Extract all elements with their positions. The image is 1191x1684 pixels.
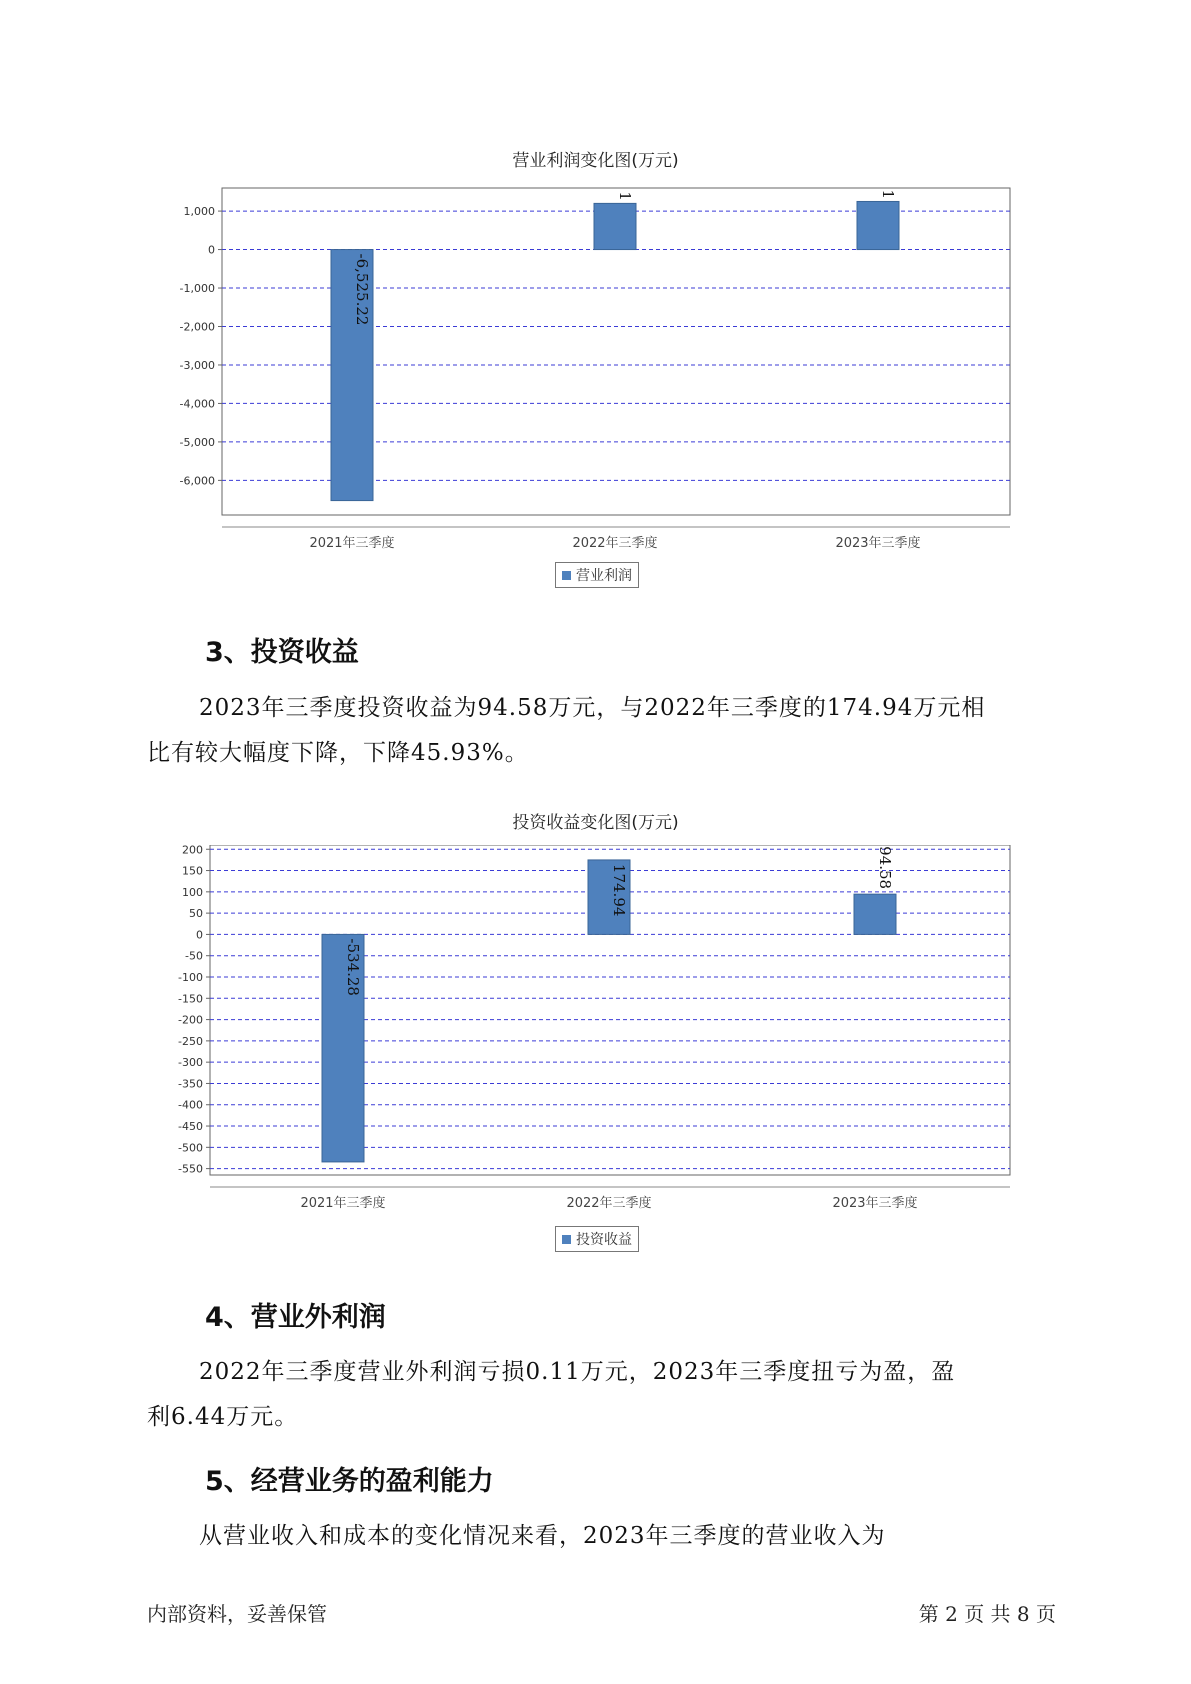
y-tick-label: -5,000 bbox=[179, 435, 215, 449]
section-5-heading: 5、经营业务的盈利能力 bbox=[205, 1466, 494, 1497]
legend-swatch-icon bbox=[562, 571, 571, 580]
section-3-paragraph bbox=[147, 686, 1062, 776]
y-tick-label: -150 bbox=[178, 992, 203, 1006]
investment-income-chart bbox=[0, 845, 1191, 1225]
legend-swatch-icon bbox=[562, 1235, 571, 1244]
y-tick-label: -400 bbox=[178, 1098, 203, 1112]
section-3-line-1: 2023年三季度投资收益为94.58万元，与2022年三季度的174.94万元相 bbox=[199, 695, 986, 721]
legend-label: 投资收益 bbox=[576, 1232, 632, 1248]
y-tick-label: 150 bbox=[182, 864, 203, 878]
data-label: 174.94 bbox=[610, 863, 628, 917]
y-tick-label: 100 bbox=[182, 885, 203, 899]
data-label: -6,525.22 bbox=[353, 253, 371, 326]
section-4-paragraph bbox=[147, 1350, 1062, 1440]
bar bbox=[857, 201, 899, 249]
section-3-heading: 3、投资收益 bbox=[205, 637, 359, 668]
data-label: 1 bbox=[616, 191, 634, 201]
y-tick-label: -200 bbox=[178, 1013, 203, 1027]
investment-income-legend bbox=[555, 1226, 639, 1252]
y-tick-label: -2,000 bbox=[179, 320, 215, 334]
y-tick-label: 50 bbox=[189, 907, 203, 921]
section-3-line-2: 比有较大幅度下降，下降45.93%。 bbox=[147, 740, 529, 766]
y-tick-label: -250 bbox=[178, 1034, 203, 1048]
section-4-line-1: 2022年三季度营业外利润亏损0.11万元，2023年三季度扭亏为盈，盈 bbox=[199, 1359, 956, 1385]
y-tick-label: 0 bbox=[208, 243, 215, 257]
y-tick-label: -550 bbox=[178, 1162, 203, 1176]
category-label: 2023年三季度 bbox=[832, 1196, 918, 1211]
section-5-paragraph bbox=[147, 1514, 1062, 1559]
footer-page-number: 第 2 页 共 8 页 bbox=[918, 1602, 1056, 1626]
y-tick-label: -6,000 bbox=[179, 474, 215, 488]
section-4-line-2: 利6.44万元。 bbox=[147, 1404, 299, 1430]
operating-profit-chart bbox=[0, 180, 1191, 560]
data-label: 1 bbox=[879, 189, 897, 200]
bar bbox=[854, 894, 896, 934]
operating-profit-legend bbox=[555, 562, 639, 588]
category-label: 2022年三季度 bbox=[566, 1196, 652, 1211]
bar bbox=[594, 203, 636, 249]
footer-left: 内部资料，妥善保管 bbox=[147, 1602, 327, 1626]
y-tick-label: -500 bbox=[178, 1141, 203, 1155]
y-tick-label: -450 bbox=[178, 1120, 203, 1134]
operating-profit-chart-title: 营业利润变化图(万元) bbox=[512, 151, 679, 171]
y-tick-label: 1,000 bbox=[183, 205, 215, 219]
y-tick-label: -300 bbox=[178, 1056, 203, 1070]
y-tick-label: -1,000 bbox=[179, 282, 215, 296]
y-tick-label: -4,000 bbox=[179, 397, 215, 411]
category-label: 2022年三季度 bbox=[572, 536, 658, 551]
legend-label: 营业利润 bbox=[576, 568, 632, 584]
y-tick-label: -350 bbox=[178, 1077, 203, 1091]
section-4-heading: 4、营业外利润 bbox=[205, 1302, 386, 1333]
y-tick-label: -3,000 bbox=[179, 358, 215, 372]
y-tick-label: -50 bbox=[185, 949, 203, 963]
section-5-line-1: 从营业收入和成本的变化情况来看，2023年三季度的营业收入为 bbox=[199, 1523, 886, 1549]
y-tick-label: 200 bbox=[182, 845, 203, 857]
category-label: 2021年三季度 bbox=[300, 1196, 386, 1211]
y-tick-label: -100 bbox=[178, 971, 203, 984]
category-label: 2021年三季度 bbox=[309, 536, 395, 551]
data-label: -534.28 bbox=[344, 938, 362, 996]
category-label: 2023年三季度 bbox=[835, 536, 921, 551]
y-tick-label: 0 bbox=[196, 928, 203, 942]
investment-income-chart-title: 投资收益变化图(万元) bbox=[512, 813, 679, 833]
data-label: 94.58 bbox=[876, 846, 894, 890]
